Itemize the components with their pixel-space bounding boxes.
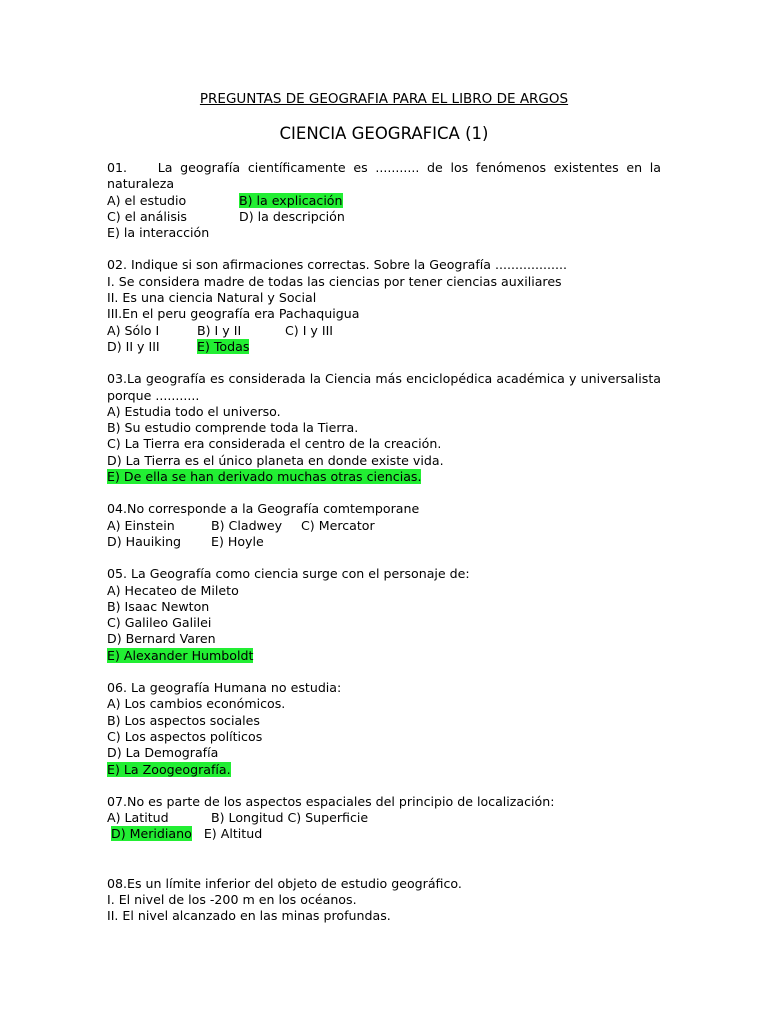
option-d: D) Hauiking [107,533,182,549]
option-d: D) la descripción [239,208,345,224]
question-8 [107,876,661,925]
option-b: B) Cladwey [211,517,283,533]
option-a: A) Los cambios económicos. [107,696,286,712]
option-b-correct: B) la explicación [239,192,343,208]
questions-list [107,160,661,941]
statement-ii: II. Es una ciencia Natural y Social [107,290,317,306]
document-subtitle: CIENCIA GEOGRAFICA (1) [279,124,489,143]
option-d: D) La Tierra es el único planeta en donde existe vida. [107,452,444,468]
option-a: A) Einstein [107,517,175,533]
question-6 [107,680,661,778]
option-a: A) Latitud [107,810,169,826]
option-e-correct: E) Todas [197,338,250,354]
question-stem: 06. La geografía Humana no estudia: [107,680,342,696]
option-a: A) el estudio [107,192,187,208]
option-a: A) Sólo I [107,322,160,338]
question-7 [107,794,661,843]
option-a: A) Estudia todo el universo. [107,403,281,419]
option-b: B) Los aspectos sociales [107,712,260,728]
question-4 [107,501,661,550]
question-stem: 03.La geografía es considerada la Ciencia más enciclopédica académica y universalista porque ........... [107,371,661,403]
option-c: C) La Tierra era considerada el centro de la creación. [107,436,442,452]
option-a: A) Hecateo de Mileto [107,582,239,598]
option-c: C) Galileo Galilei [107,615,212,631]
option-d: D) II y III [107,338,160,354]
option-b-c: B) Longitud C) Superficie [211,810,369,826]
question-stem: 07.No es parte de los aspectos espaciales del principio de localización: [107,793,555,809]
option-d: D) Bernard Varen [107,631,216,647]
option-b: B) I y II [197,322,242,338]
question-1 [107,160,661,241]
question-stem: 05. La Geografía como ciencia surge con el personaje de: [107,566,470,582]
question-3 [107,371,661,485]
statement-ii: II. El nivel alcanzado en las minas profundas. [107,908,391,924]
question-2 [107,257,661,355]
option-c: C) el análisis [107,208,187,224]
statement-iii: III.En el peru geografía era Pachaquigua [107,306,360,322]
option-e-correct: E) La Zoogeografía. [107,761,231,777]
option-e: E) la interacción [107,225,210,241]
question-5 [107,566,661,664]
option-e: E) Altitud [203,826,263,842]
option-c: C) Mercator [301,517,375,533]
option-d: D) La Demografía [107,745,219,761]
option-b: B) Su estudio comprende toda la Tierra. [107,420,359,436]
question-stem: 04.No corresponde a la Geografía comtemporane [107,501,420,517]
option-e-correct: E) De ella se han derivado muchas otras ciencias. [107,469,422,485]
option-d-correct: D) Meridiano [111,826,192,842]
document-title: PREGUNTAS DE GEOGRAFIA PARA EL LIBRO DE ARGOS [199,91,569,107]
option-e: E) Hoyle [211,533,264,549]
option-b: B) Isaac Newton [107,598,210,614]
option-e-correct: E) Alexander Humboldt [107,647,254,663]
option-c: C) I y III [285,322,334,338]
question-stem: 02. Indique si son afirmaciones correctas. Sobre la Geografía .................. [107,257,568,273]
question-stem: 08.Es un límite inferior del objeto de estudio geográfico. [107,875,462,891]
question-stem: 01. La geografía científicamente es ........... de los fenómenos existentes en la naturaleza [107,160,661,192]
option-c: C) Los aspectos políticos [107,728,263,744]
statement-i: I. El nivel de los -200 m en los océanos. [107,891,357,907]
statement-i: I. Se considera madre de todas las ciencias por tener ciencias auxiliares [107,273,562,289]
